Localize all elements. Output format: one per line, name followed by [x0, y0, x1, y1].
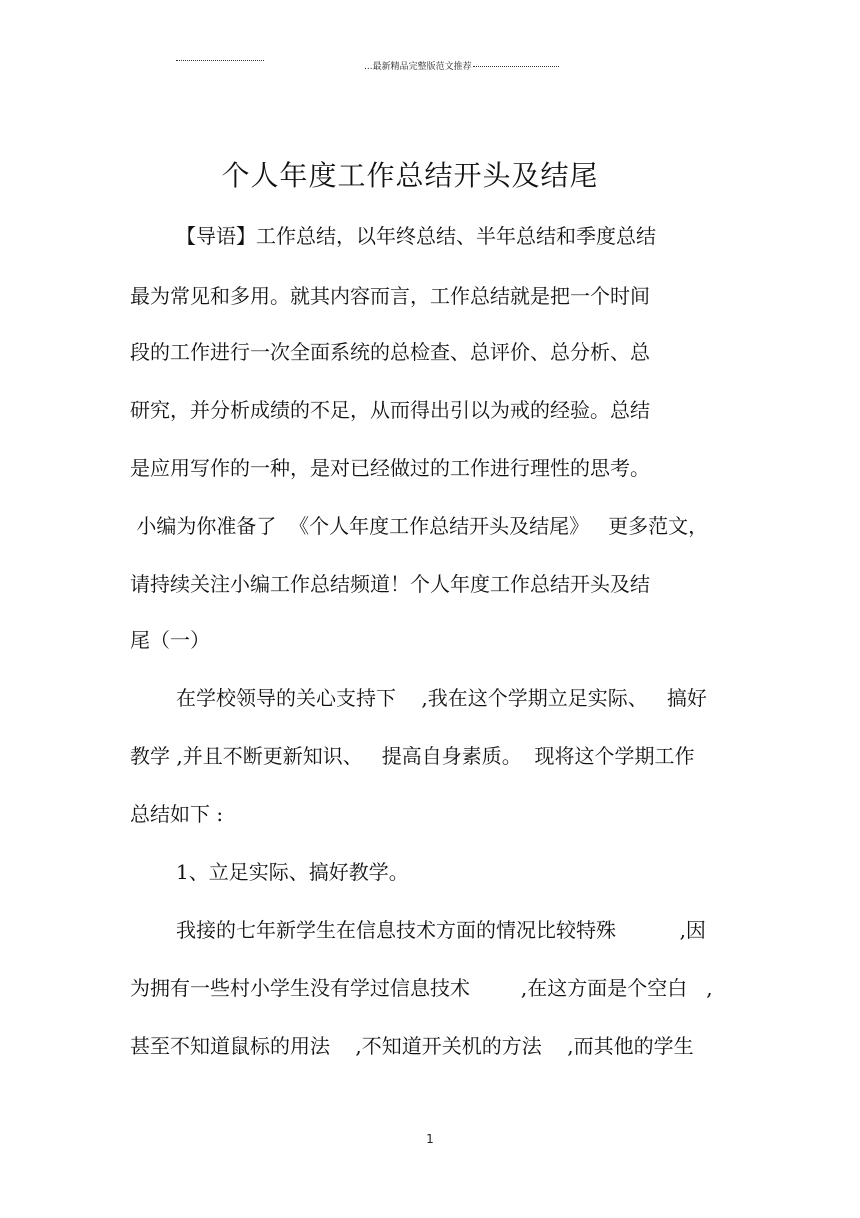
document-title: 个人年度工作总结开头及结尾	[221, 159, 599, 192]
page-number: 1	[426, 1132, 434, 1146]
header-rule-right	[473, 66, 559, 67]
intro-line: 最为常见和多用。就其内容而言，工作总结就是把一个时间	[130, 284, 650, 308]
header-text: ...最新精品完整版范文推荐	[364, 62, 472, 72]
intro-line: 研究，并分析成绩的不足，从而得出引以为戒的经验。总结	[130, 398, 650, 422]
body-line: 在学校领导的关心支持下 ,我在这个学期立足实际、 搞好	[176, 686, 707, 710]
intro-line: 【导语】工作总结，以年终总结、半年总结和季度总结	[176, 224, 656, 248]
body-line: 为拥有一些村小学生没有学过信息技术 ,在这方面是个空白 ,	[130, 976, 713, 1000]
page-header	[364, 61, 559, 73]
body-line: 教学 ,并且不断更新知识、 提高自身素质。 现将这个学期工作	[130, 744, 695, 768]
intro-line: 尾（一）	[130, 628, 210, 652]
body-line: 我接的七年新学生在信息技术方面的情况比较特殊 ,因	[176, 918, 706, 942]
intro-line: 是应用写作的一种，是对已经做过的工作进行理性的思考。	[130, 456, 650, 480]
intro-line: 请持续关注小编工作总结频道！个人年度工作总结开头及结	[130, 572, 650, 596]
body-line: 甚至不知道鼠标的用法 ,不知道开关机的方法 ,而其他的学生	[130, 1034, 694, 1058]
body-line: 总结如下 :	[130, 802, 224, 826]
body-line: 1、立足实际、搞好教学。	[176, 860, 409, 884]
intro-line: 段的工作进行一次全面系统的总检查、总评价、总分析、总	[130, 340, 650, 364]
header-rule-left	[176, 60, 264, 61]
intro-line: 小编为你准备了 《个人年度工作总结开头及结尾》 更多范文，	[130, 514, 709, 538]
